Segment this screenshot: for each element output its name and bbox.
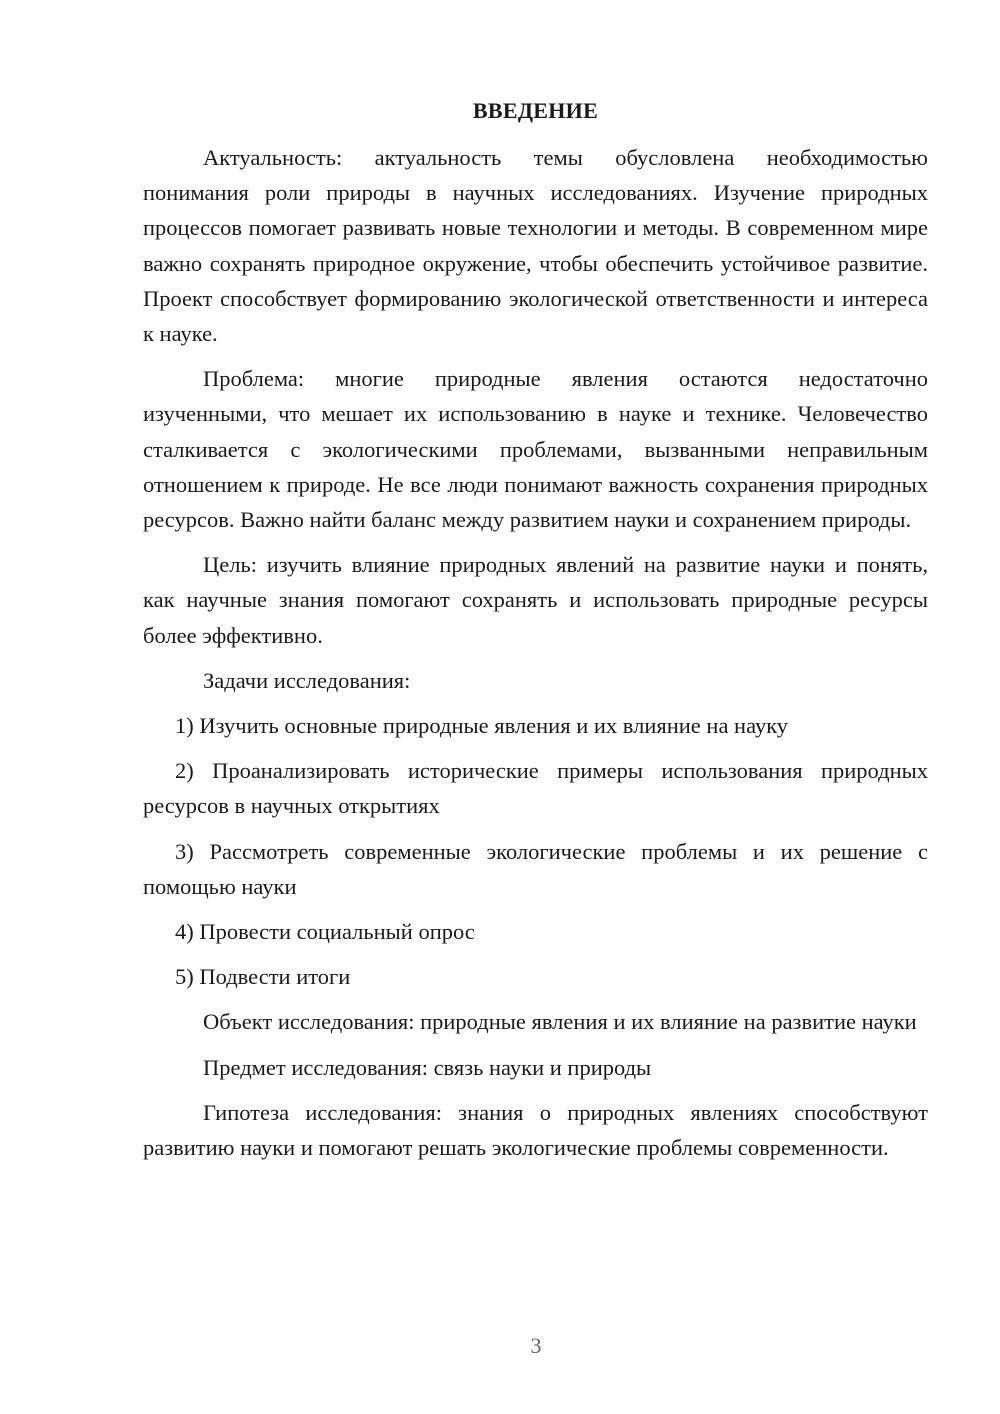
page-title: ВВЕДЕНИЕ bbox=[472, 98, 599, 123]
task-item: 4) Провести социальный опрос bbox=[175, 919, 475, 945]
object-paragraph: Объект исследования: природные явления и их влияние на развитие науки bbox=[203, 1009, 917, 1035]
problem-paragraph: Проблема: многие природные явления остаются недостаточно изученными, что мешает их использованию в науке и технике. Человечество сталкивается с экологическими проблемами, вызванными неправильным отношением к природе. Не все люди понимают важность сохранения природных ресурсов. Важно найти баланс между развитием науки и сохранением природы. bbox=[143, 366, 928, 533]
task-item: 1) Изучить основные природные явления и их влияние на науку bbox=[175, 713, 789, 739]
page-number: 3 bbox=[530, 1333, 542, 1358]
relevance-paragraph: Актуальность: актуальность темы обусловлена необходимостью понимания роли природы в научных исследованиях. Изучение природных процессов помогает развивать новые технологии и методы. В современном мире важно сохранять природное окружение, чтобы обеспечить устойчивое развитие. Проект способствует формированию экологической ответственности и интереса к науке. bbox=[143, 145, 928, 347]
tasks-list bbox=[143, 708, 928, 994]
goal-paragraph: Цель: изучить влияние природных явлений на развитие науки и понять, как научные знания помогают сохранять и использовать природные ресурсы более эффективно. bbox=[143, 552, 928, 648]
subject-paragraph: Предмет исследования: связь науки и природы bbox=[203, 1054, 652, 1080]
hypothesis-paragraph: Гипотеза исследования: знания о природных явлениях способствуют развитию науки и помогают решать экологические проблемы современности. bbox=[143, 1099, 928, 1161]
task-item: 3) Рассмотреть современные экологические проблемы и их решение с помощью науки bbox=[143, 838, 928, 899]
tasks-heading: Задачи исследования: bbox=[203, 667, 411, 693]
task-item: 5) Подвести итоги bbox=[175, 964, 351, 990]
document-page bbox=[143, 93, 928, 1175]
task-item: 2) Проанализировать исторические примеры использования природных ресурсов в научных открытиях bbox=[143, 758, 928, 819]
